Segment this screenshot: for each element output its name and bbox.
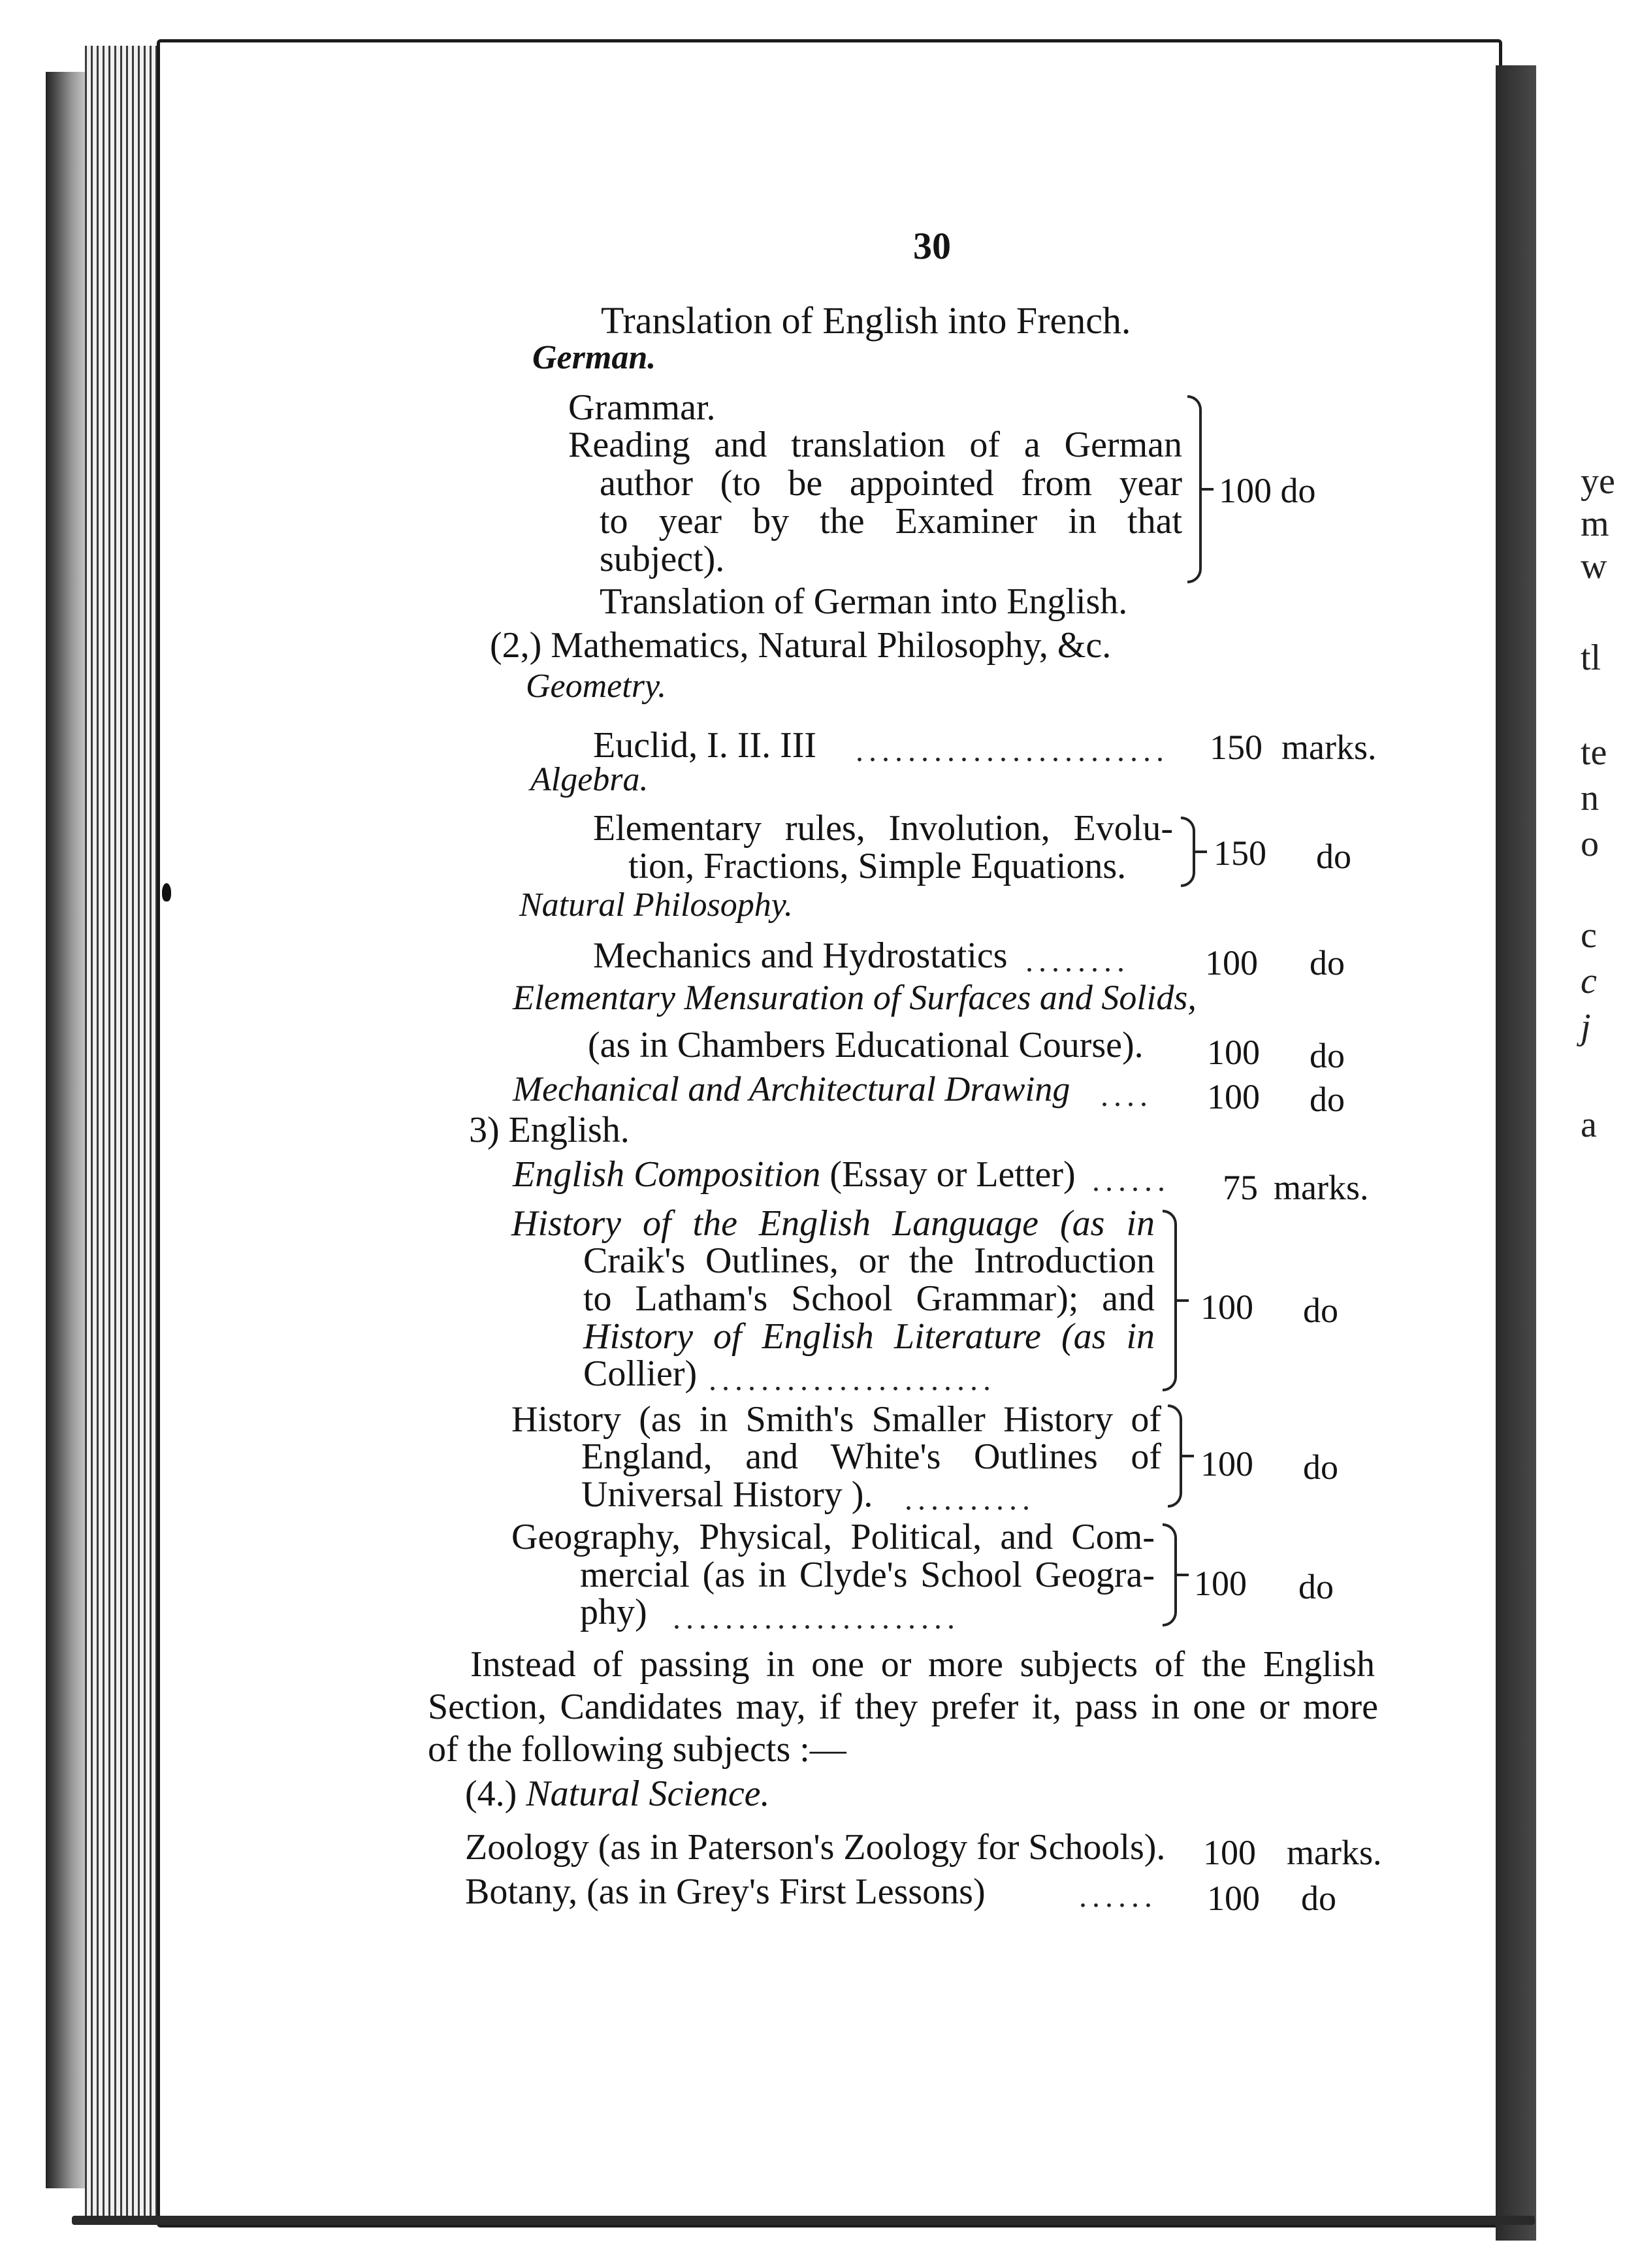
dot-leader: ........................ bbox=[856, 734, 1169, 768]
algebra-unit: do bbox=[1316, 837, 1351, 876]
history-line: Universal History ). bbox=[581, 1474, 873, 1515]
composition-rest: (Essay or Letter) bbox=[829, 1154, 1076, 1195]
history-value: 100 bbox=[1200, 1444, 1253, 1483]
instead-paragraph-line: Instead of passing in one or more subjects of the English bbox=[470, 1644, 1375, 1685]
composition-value: 75 bbox=[1223, 1168, 1258, 1207]
euclid-unit: marks. bbox=[1281, 728, 1377, 767]
mechanics-unit: do bbox=[1310, 943, 1345, 982]
german-value: 100 do bbox=[1219, 471, 1316, 510]
geography-unit: do bbox=[1298, 1567, 1334, 1606]
algebra-brace bbox=[1181, 817, 1195, 887]
algebra-value: 150 bbox=[1214, 834, 1266, 873]
composition-unit: marks. bbox=[1274, 1168, 1369, 1207]
history-language-line: History of English Literature (as in bbox=[583, 1316, 1155, 1357]
mensuration-sub: (as in Chambers Educational Course). bbox=[588, 1025, 1144, 1065]
facing-page-letter: ye bbox=[1581, 461, 1615, 502]
dot-leader: ...................... bbox=[673, 1601, 960, 1636]
composition-italic: English Composition bbox=[513, 1154, 821, 1195]
geography-line: phy) bbox=[580, 1592, 647, 1632]
bottom-edge bbox=[72, 2216, 1535, 2225]
mensuration-heading: Elementary Mensuration of Surfaces and Solids, bbox=[513, 978, 1197, 1017]
mechanics-line: Mechanics and Hydrostatics bbox=[593, 935, 1008, 976]
history-language-line: History of the English Language (as in bbox=[511, 1203, 1155, 1244]
german-item: author (to be appointed from year bbox=[600, 463, 1182, 504]
dot-leader: ...... bbox=[1079, 1879, 1157, 1914]
french-translation-line: Translation of English into French. bbox=[601, 299, 1131, 342]
section-4-number: (4.) bbox=[465, 1774, 517, 1814]
facing-page-letter: c bbox=[1581, 961, 1597, 1001]
page-stack-edge bbox=[85, 46, 163, 2221]
euclid-value: 150 bbox=[1210, 728, 1263, 767]
right-gutter bbox=[1496, 65, 1536, 2241]
zoology-line: Zoology (as in Paterson's Zoology for Schools). bbox=[465, 1827, 1166, 1868]
dot-leader: .......... bbox=[905, 1482, 1035, 1517]
drawing-heading: Mechanical and Architectural Drawing bbox=[513, 1069, 1070, 1109]
german-translation-line: Translation of German into English. bbox=[600, 581, 1128, 622]
section-4-heading bbox=[465, 1775, 770, 1812]
history-brace bbox=[1168, 1404, 1182, 1508]
margin-ink-mark bbox=[162, 883, 171, 901]
facing-page-letter: a bbox=[1581, 1105, 1597, 1145]
composition-line bbox=[513, 1156, 1076, 1193]
german-brace bbox=[1187, 395, 1202, 583]
history-language-value: 100 bbox=[1200, 1288, 1253, 1327]
botany-value: 100 bbox=[1207, 1879, 1260, 1918]
history-line: History (as in Smith's Smaller History of bbox=[511, 1399, 1161, 1440]
instead-paragraph-line: of the following subjects :— bbox=[428, 1729, 846, 1770]
page-number: 30 bbox=[913, 225, 951, 267]
history-language-unit: do bbox=[1303, 1291, 1338, 1330]
section-4-title: Natural Science. bbox=[526, 1774, 770, 1814]
facing-page-letter: w bbox=[1581, 546, 1607, 587]
botany-line: Botany, (as in Grey's First Lessons) bbox=[465, 1871, 986, 1912]
algebra-line: tion, Fractions, Simple Equations. bbox=[628, 846, 1127, 886]
german-item: subject). bbox=[600, 539, 725, 579]
mensuration-value: 100 bbox=[1207, 1033, 1260, 1072]
algebra-line: Elementary rules, Involution, Evolu- bbox=[593, 808, 1173, 849]
history-line: England, and White's Outlines of bbox=[581, 1436, 1161, 1477]
history-unit: do bbox=[1303, 1448, 1338, 1487]
euclid-line: Euclid, I. II. III bbox=[593, 725, 817, 766]
german-item: Grammar. bbox=[568, 387, 716, 428]
botany-unit: do bbox=[1301, 1879, 1336, 1918]
history-language-line: Collier) bbox=[583, 1353, 698, 1394]
history-language-line: to Latham's School Grammar); and bbox=[583, 1278, 1155, 1319]
facing-page-letter: m bbox=[1581, 504, 1609, 544]
algebra-heading: Algebra. bbox=[530, 761, 649, 798]
natural-philosophy-heading: Natural Philosophy. bbox=[519, 886, 793, 924]
mensuration-unit: do bbox=[1310, 1036, 1345, 1075]
history-language-brace bbox=[1163, 1210, 1177, 1391]
section-2-heading: (2,) Mathematics, Natural Philosophy, &c. bbox=[490, 625, 1112, 666]
dot-leader: ...................... bbox=[709, 1363, 996, 1397]
german-item: to year by the Examiner in that bbox=[600, 501, 1182, 542]
facing-page-letter: te bbox=[1581, 732, 1607, 773]
german-item: Reading and translation of a German bbox=[568, 425, 1182, 465]
geography-line: mercial (as in Clyde's School Geogra- bbox=[580, 1555, 1155, 1595]
dot-leader: ........ bbox=[1025, 944, 1130, 979]
facing-page-letter: n bbox=[1581, 778, 1599, 818]
drawing-value: 100 bbox=[1207, 1077, 1260, 1116]
facing-page-letter: tl bbox=[1581, 638, 1601, 678]
facing-page-letter: c bbox=[1581, 915, 1597, 956]
instead-paragraph-line: Section, Candidates may, if they prefer it, pass in one or more bbox=[428, 1687, 1378, 1727]
mechanics-value: 100 bbox=[1205, 943, 1258, 982]
zoology-value: 100 bbox=[1203, 1833, 1256, 1872]
geography-value: 100 bbox=[1194, 1564, 1247, 1603]
german-heading: German. bbox=[532, 339, 656, 376]
zoology-unit: marks. bbox=[1287, 1833, 1382, 1872]
facing-page-letter: o bbox=[1581, 824, 1599, 864]
dot-leader: .... bbox=[1101, 1078, 1153, 1113]
dot-leader: ...... bbox=[1092, 1163, 1170, 1198]
facing-page-letter: j bbox=[1581, 1007, 1591, 1047]
section-3-heading: 3) English. bbox=[469, 1110, 630, 1150]
history-language-line: Craik's Outlines, or the Introduction bbox=[583, 1240, 1155, 1281]
drawing-unit: do bbox=[1310, 1080, 1345, 1119]
geography-brace bbox=[1163, 1523, 1177, 1627]
geometry-heading: Geometry. bbox=[526, 668, 667, 705]
geography-line: Geography, Physical, Political, and Com- bbox=[511, 1517, 1155, 1557]
